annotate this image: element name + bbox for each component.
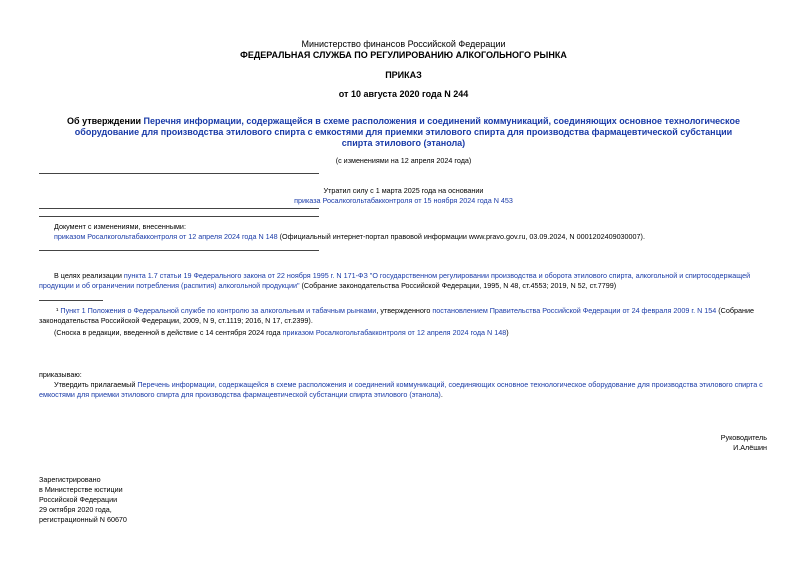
footnote-source: (Собрание законодательства Российской Федерации, 2009, N 9, ст.1119; 2016, N 17, ст.2399). xyxy=(39,306,754,325)
preamble-source: (Собрание законодательства Российской Федерации, 1995, N 48, ст.4553; 2019, N 52, ст.7799) xyxy=(299,281,617,290)
registration-line: в Министерстве юстиции xyxy=(39,485,123,494)
footnote-link-regulation[interactable]: Пункт 1 Положения о Федеральной службе по контролю за алкогольным и табачным рынками xyxy=(60,306,377,315)
title-prefix: Об утверждении xyxy=(67,116,144,126)
changes-rest: (Официальный интернет-портал правовой информации www.pravo.gov.ru, 03.09.2024, N 0001202409030007). xyxy=(277,232,645,241)
doc-title xyxy=(60,116,747,149)
order-approve-suffix: . xyxy=(440,390,443,399)
registration-block xyxy=(39,475,127,525)
divider xyxy=(39,216,319,217)
preamble xyxy=(39,271,773,291)
registration-line: 29 октября 2020 года, xyxy=(39,505,112,514)
preamble-law-link[interactable]: пункта 1.7 статьи 19 Федерального закона от 22 ноября 1995 г. N 171-ФЗ "О государственном регулировании производства и оборота этилового спирта, алкогольной и спиртосодержащей продукции и об ограничении потребления (распития) алкогольной продукции" xyxy=(39,271,751,290)
footnote-edit-prefix: (Сноска в редакции, введенной в действие с 14 сентября 2024 года xyxy=(54,328,283,337)
order-approve-link[interactable]: Перечень информации, содержащейся в схеме расположения и соединений коммуникаций, соединяющих основное технологическое оборудование для производства этилового спирта с емкостями для приемки этилового спирта для производства фармацевтической субстанции спирта этилового (этанола) xyxy=(39,380,763,399)
registration-line: регистрационный N 60670 xyxy=(39,515,127,524)
changes-link[interactable]: приказом Росалкогольтабакконтроля от 12 апреля 2024 года N 148 xyxy=(54,232,278,241)
footnote xyxy=(39,306,773,326)
footnote-text: , утвержденного xyxy=(376,306,433,315)
doc-type: ПРИКАЗ xyxy=(385,70,422,80)
expired-link[interactable]: приказа Росалкогольтабакконтроля от 15 ноября 2024 года N 453 xyxy=(294,196,513,205)
footnote-mark: ¹ xyxy=(56,306,59,315)
amended-note: (с изменениями на 12 апреля 2024 года) xyxy=(335,156,472,165)
registration-line: Российской Федерации xyxy=(39,495,118,504)
divider xyxy=(39,250,319,251)
order-approve xyxy=(39,380,773,400)
ministry-name: Министерство финансов Российской Федерации xyxy=(301,39,506,49)
changes-line xyxy=(54,232,774,242)
footnote-divider xyxy=(39,300,103,301)
registration-line: Зарегистрировано xyxy=(39,475,101,484)
order-word: приказываю: xyxy=(39,370,82,379)
preamble-text: В целях реализации xyxy=(54,271,124,280)
signature-role: Руководитель xyxy=(720,433,767,442)
expired-line: Утратил силу с 1 марта 2025 года на основании xyxy=(323,186,484,195)
title-link[interactable]: Перечня информации, содержащейся в схеме расположения и соединений коммуникаций, соединяющих основное технологическое оборудование для производства этилового спирта с емкостями для приемки этилового спирта для производства фармацевтической субстанции спирта этилового (этанола) xyxy=(74,116,740,148)
footnote-edit-link[interactable]: приказом Росалкогольтабакконтроля от 12 апреля 2024 года N 148 xyxy=(282,328,507,337)
footnote-link-resolution[interactable]: постановлением Правительства Российской Федерации от 24 февраля 2009 г. N 154 xyxy=(432,306,717,315)
doc-date-number: от 10 августа 2020 года N 244 xyxy=(338,89,469,99)
footnote-edit xyxy=(54,328,774,338)
footnote-edit-suffix: ) xyxy=(506,328,509,337)
divider xyxy=(39,208,319,209)
signature-name: И.Алёшин xyxy=(733,443,767,452)
agency-name: ФЕДЕРАЛЬНАЯ СЛУЖБА ПО РЕГУЛИРОВАНИЮ АЛКОГОЛЬНОГО РЫНКА xyxy=(240,50,567,60)
divider xyxy=(39,173,319,174)
changes-label: Документ с изменениями, внесенными: xyxy=(54,222,186,231)
order-approve-prefix: Утвердить прилагаемый xyxy=(54,380,138,389)
